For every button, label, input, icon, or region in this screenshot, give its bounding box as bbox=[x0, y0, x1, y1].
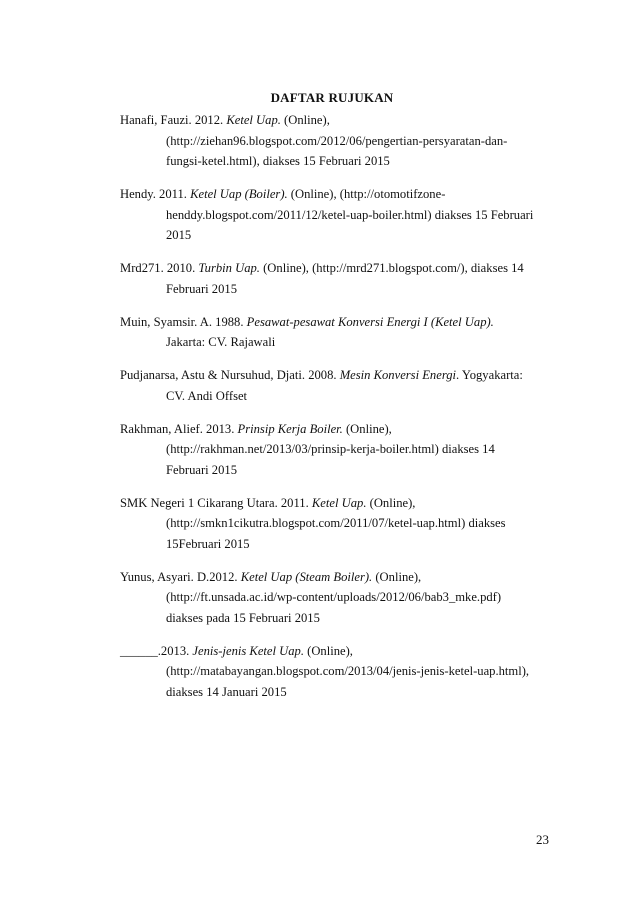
reference-title: Ketel Uap. bbox=[311, 495, 367, 510]
reference-title: Prinsip Kerja Boiler. bbox=[237, 421, 343, 436]
reference-first-line: Rakhman, Alief. 2013. Prinsip Kerja Boiler. (Online), bbox=[120, 421, 392, 436]
reference-continuation-line: 2015 bbox=[166, 228, 192, 242]
reference-list bbox=[120, 110, 550, 715]
reference-first-line: Muin, Syamsir. A. 1988. Pesawat-pesawat Konversi Energi I (Ketel Uap). bbox=[120, 314, 494, 329]
reference-title: Ketel Uap (Steam Boiler). bbox=[240, 569, 373, 584]
reference-item bbox=[120, 110, 550, 172]
page-title: DAFTAR RUJUKAN bbox=[270, 90, 394, 105]
reference-title: Mesin Konversi Energi bbox=[339, 368, 457, 382]
reference-continuation-line: (http://smkn1cikutra.blogspot.com/2011/07/ketel-uap.html) diakses bbox=[166, 516, 506, 530]
reference-item bbox=[120, 312, 550, 353]
reference-item bbox=[120, 641, 550, 703]
reference-continuation-line: (http://ziehan96.blogspot.com/2012/06/pengertian-persyaratan-dan- bbox=[166, 133, 508, 148]
reference-continuation-line: Februari 2015 bbox=[166, 281, 237, 296]
reference-item bbox=[120, 365, 550, 406]
reference-title: Ketel Uap (Boiler). bbox=[190, 187, 288, 201]
reference-continuation-line: Februari 2015 bbox=[166, 462, 237, 477]
reference-title: Ketel Uap. bbox=[226, 113, 281, 127]
reference-item bbox=[120, 258, 550, 299]
reference-first-line: Hendy. 2011. Ketel Uap (Boiler). (Online), (http://otomotifzone- bbox=[120, 187, 446, 201]
reference-continuation-line: CV. Andi Offset bbox=[166, 388, 248, 403]
reference-title: Turbin Uap. bbox=[198, 261, 260, 275]
reference-continuation-line: diakses 14 Januari 2015 bbox=[166, 684, 287, 699]
reference-continuation-line: 15Februari 2015 bbox=[166, 536, 250, 551]
reference-first-line: Yunus, Asyari. D.2012. Ketel Uap (Steam Boiler). (Online), bbox=[120, 569, 422, 584]
reference-first-line: Hanafi, Fauzi. 2012. Ketel Uap. (Online), bbox=[120, 113, 330, 127]
reference-title: Jenis-jenis Ketel Uap. bbox=[192, 643, 304, 658]
reference-first-line: Mrd271. 2010. Turbin Uap. (Online), (http://mrd271.blogspot.com/), diakses 14 bbox=[120, 261, 524, 275]
reference-continuation-line: (http://ft.unsada.ac.id/wp-content/uploads/2012/06/bab3_mke.pdf) bbox=[166, 590, 502, 604]
reference-first-line: SMK Negeri 1 Cikarang Utara. 2011. Ketel Uap. (Online), bbox=[120, 495, 416, 510]
reference-item bbox=[120, 567, 550, 629]
reference-item bbox=[120, 419, 550, 481]
reference-continuation-line: Jakarta: CV. Rajawali bbox=[166, 335, 276, 349]
reference-continuation-line: diakses pada 15 Februari 2015 bbox=[166, 610, 320, 625]
reference-continuation-line: henddy.blogspot.com/2011/12/ketel-uap-boiler.html) diakses 15 Februari bbox=[166, 207, 534, 222]
page-number: 23 bbox=[536, 832, 549, 847]
reference-first-line: Pudjanarsa, Astu & Nursuhud, Djati. 2008. Mesin Konversi Energi. Yogyakarta: bbox=[120, 368, 523, 382]
reference-title: Pesawat-pesawat Konversi Energi I (Ketel Uap). bbox=[246, 314, 494, 329]
reference-continuation-line: (http://rakhman.net/2013/03/prinsip-kerja-boiler.html) diakses 14 bbox=[166, 442, 495, 456]
reference-first-line: ______.2013. Jenis-jenis Ketel Uap. (Online), bbox=[120, 643, 353, 658]
reference-item bbox=[120, 493, 550, 555]
reference-continuation-line: (http://matabayangan.blogspot.com/2013/04/jenis-jenis-ketel-uap.html), bbox=[166, 664, 530, 678]
reference-item bbox=[120, 184, 550, 246]
reference-continuation-line: fungsi-ketel.html), diakses 15 Februari 2015 bbox=[166, 154, 390, 168]
